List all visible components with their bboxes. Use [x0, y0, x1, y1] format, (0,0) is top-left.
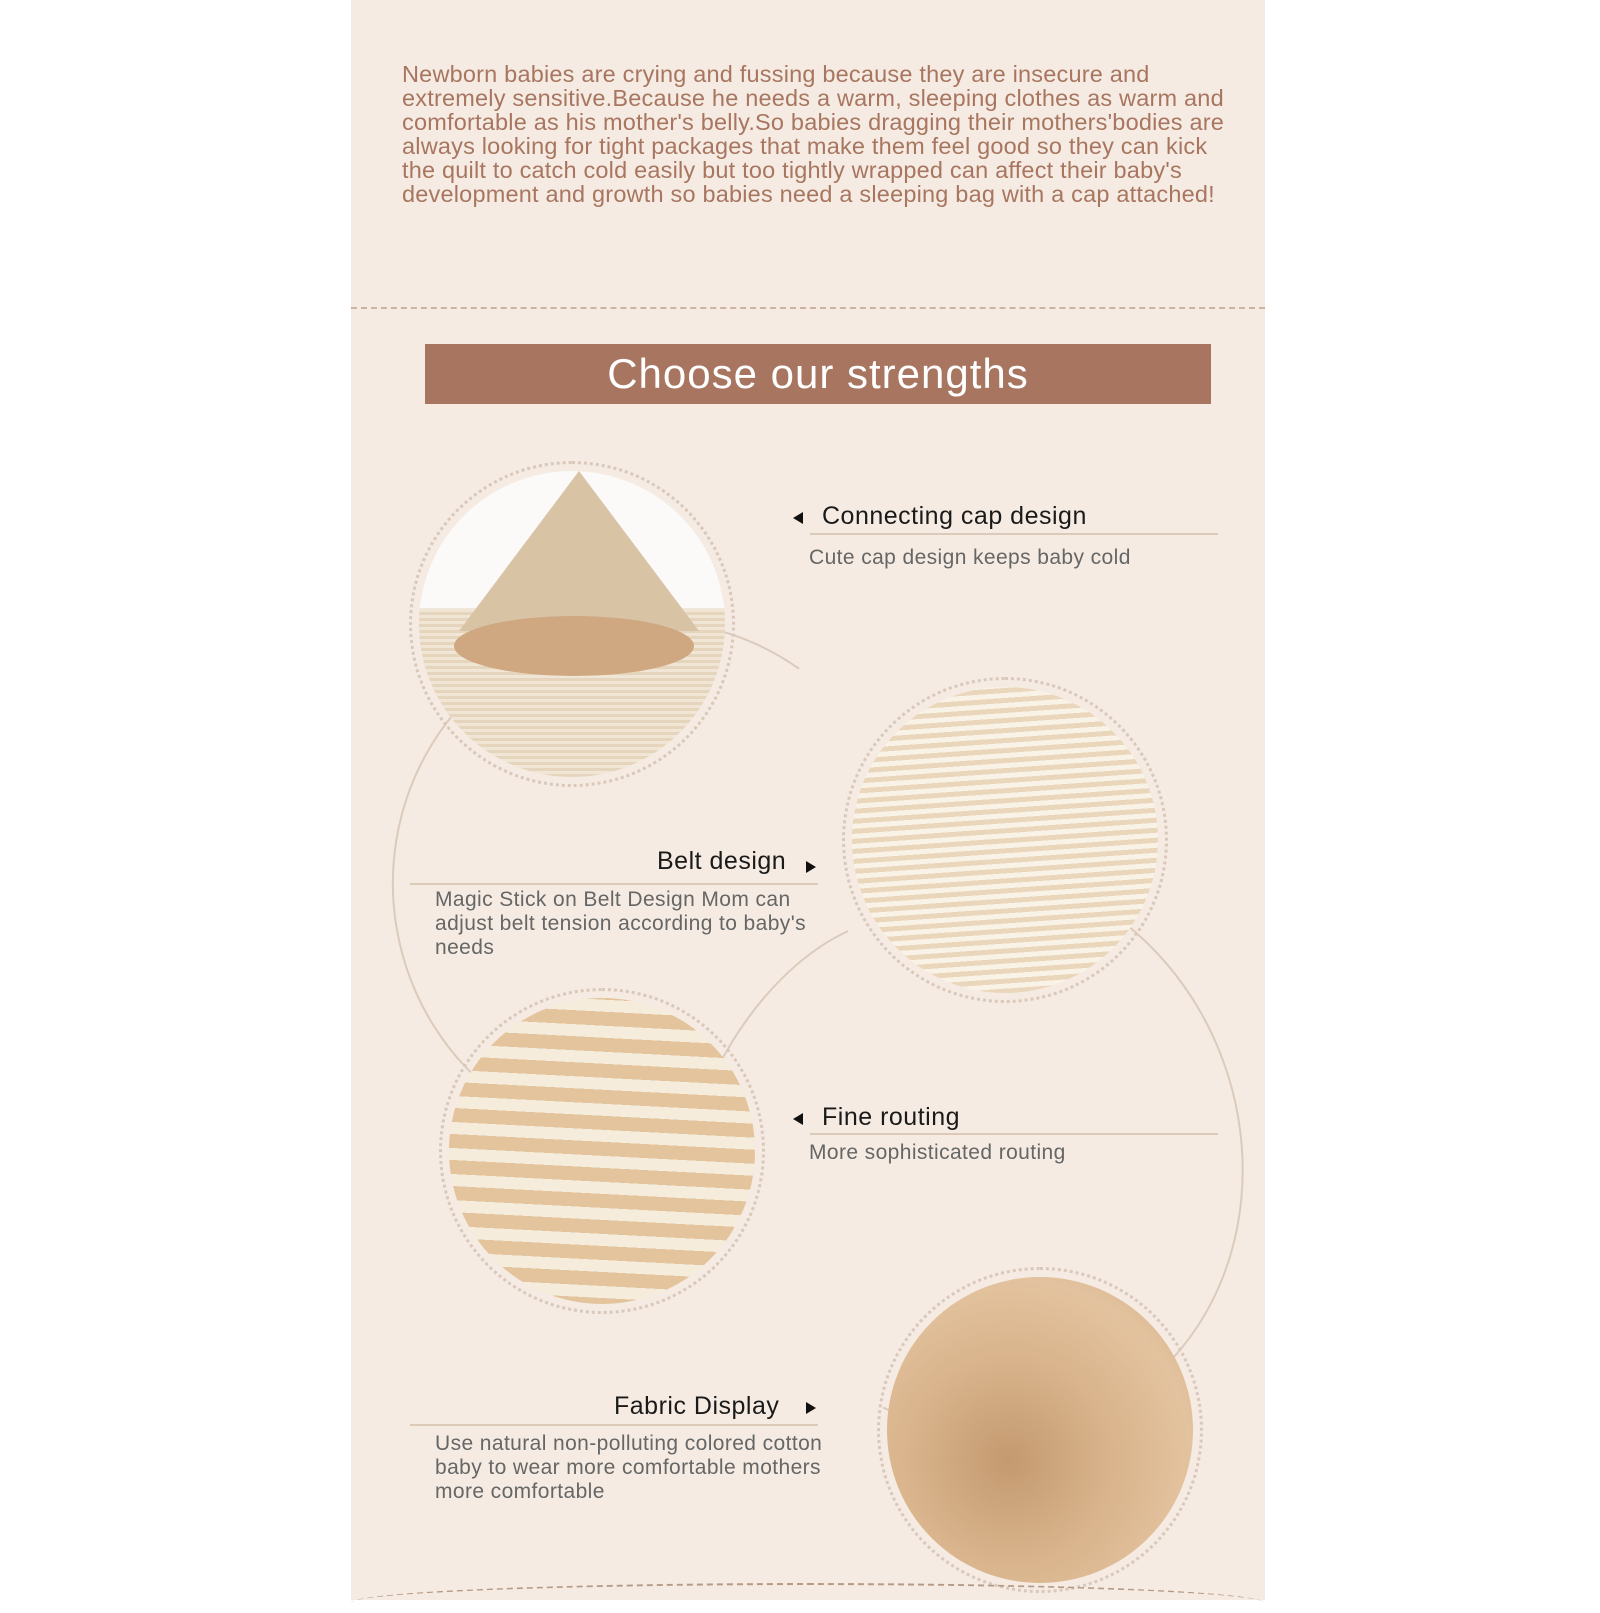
feature-title: Fine routing: [822, 1103, 961, 1131]
feature-title: Fabric Display: [614, 1392, 780, 1420]
belt-design-photo: [842, 677, 1168, 1003]
dashed-divider: [351, 307, 1265, 309]
arrow-right-icon: [806, 861, 816, 873]
feature-rule: [410, 1424, 818, 1426]
intro-paragraph: Newborn babies are crying and fussing because they are insecure and extremely sensitive.Because he needs a warm, sleeping clothes as warm and comfortable as his mother's belly.So babies dragging their mothers'bodies are always looking for tight packages that make them feel good so they can kick the quilt to catch cold easily but too tightly wrapped can affect their baby's development and growth so babies need a sleeping bag with a cap attached!: [402, 61, 1225, 207]
feature-desc: More sophisticated routing: [809, 1141, 1066, 1164]
feature-rule: [410, 883, 818, 885]
feature-desc: Cute cap design keeps baby cold: [809, 546, 1131, 569]
cap-design-photo: [409, 461, 735, 787]
arrow-left-icon: [793, 1113, 803, 1125]
section-banner: Choose our strengths: [425, 344, 1211, 404]
feature-rule: [810, 533, 1218, 535]
fabric-display-photo: [877, 1267, 1203, 1593]
feature-desc: Magic Stick on Belt Design Mom can adjust belt tension according to baby's needs: [435, 888, 807, 959]
feature-rule: [810, 1133, 1218, 1135]
feature-title: Connecting cap design: [822, 502, 1087, 530]
arrow-right-icon: [806, 1402, 816, 1414]
feature-title: Belt design: [657, 847, 787, 875]
arrow-left-icon: [793, 512, 803, 524]
fine-routing-photo: [439, 988, 765, 1314]
feature-desc: Use natural non-polluting colored cotton baby to wear more comfortable mothers more comfortable: [435, 1432, 823, 1503]
